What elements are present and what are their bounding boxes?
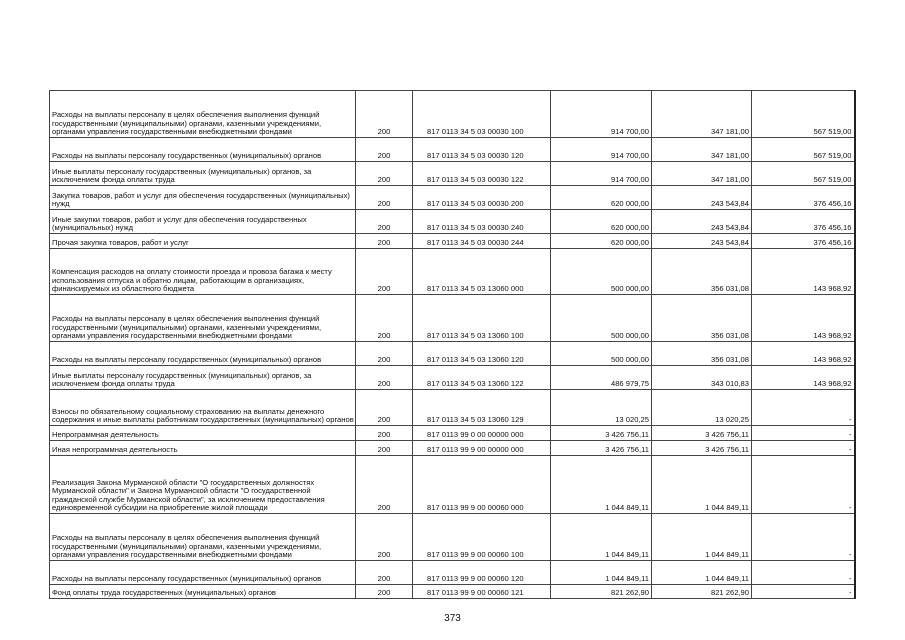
- row-code-cell: 200: [356, 366, 413, 390]
- row-kbk-cell: 817 0113 34 5 03 13060 120: [413, 342, 551, 366]
- row-exec-cell: 243 543,84: [652, 186, 752, 210]
- row-code-cell: 200: [356, 456, 413, 514]
- row-exec-cell: 821 262,90: [652, 585, 752, 599]
- row-rest-cell: 376 456,16: [752, 210, 855, 234]
- row-exec-cell: 243 543,84: [652, 234, 752, 249]
- row-name-cell: Закупка товаров, работ и услуг для обеспечения государственных (муниципальных) нужд: [50, 186, 356, 210]
- table-row: [50, 295, 855, 342]
- row-exec-cell: 13 020,25: [652, 390, 752, 426]
- row-code-cell: 200: [356, 342, 413, 366]
- row-kbk-cell: 817 0113 34 5 03 00030 240: [413, 210, 551, 234]
- row-rest-cell: 143 968,92: [752, 295, 855, 342]
- row-kbk-cell: 817 0113 99 9 00 00060 100: [413, 514, 551, 561]
- row-kbk-cell: 817 0113 99 9 00 00060 000: [413, 456, 551, 514]
- table-row: [50, 441, 855, 456]
- row-kbk-cell: 817 0113 34 5 03 00030 122: [413, 162, 551, 186]
- row-exec-cell: 347 181,00: [652, 91, 752, 138]
- row-rest-cell: 567 519,00: [752, 91, 855, 138]
- row-rest-cell: 567 519,00: [752, 162, 855, 186]
- row-code-cell: 200: [356, 585, 413, 599]
- row-exec-cell: 1 044 849,11: [652, 456, 752, 514]
- row-plan-cell: 821 262,90: [551, 585, 652, 599]
- row-plan-cell: 914 700,00: [551, 162, 652, 186]
- row-code-cell: 200: [356, 514, 413, 561]
- row-plan-cell: 1 044 849,11: [551, 561, 652, 585]
- row-name-cell: Расходы на выплаты персоналу государственных (муниципальных) органов: [50, 342, 356, 366]
- row-code-cell: 200: [356, 249, 413, 295]
- row-name-cell: Расходы на выплаты персоналу в целях обеспечения выполнения функций государственными (муниципальными) органами, казенными учреждениями, органами управления государственными внебюджетными фондами: [50, 295, 356, 342]
- row-rest-cell: 567 519,00: [752, 138, 855, 162]
- row-code-cell: 200: [356, 91, 413, 138]
- table-row: [50, 249, 855, 295]
- row-plan-cell: 620 000,00: [551, 186, 652, 210]
- row-rest-cell: -: [752, 441, 855, 456]
- row-kbk-cell: 817 0113 34 5 03 00030 200: [413, 186, 551, 210]
- row-plan-cell: 1 044 849,11: [551, 514, 652, 561]
- row-code-cell: 200: [356, 162, 413, 186]
- budget-table-body: [50, 91, 855, 599]
- row-exec-cell: 1 044 849,11: [652, 514, 752, 561]
- row-plan-cell: 914 700,00: [551, 138, 652, 162]
- row-name-cell: Иная непрограммная деятельность: [50, 441, 356, 456]
- row-name-cell: Прочая закупка товаров, работ и услуг: [50, 234, 356, 249]
- row-exec-cell: 1 044 849,11: [652, 561, 752, 585]
- row-code-cell: 200: [356, 426, 413, 441]
- table-row: [50, 561, 855, 585]
- row-plan-cell: 3 426 756,11: [551, 426, 652, 441]
- table-row: [50, 162, 855, 186]
- row-name-cell: Иные выплаты персоналу государственных (муниципальных) органов, за исключением фонда оплаты труда: [50, 366, 356, 390]
- row-name-cell: Расходы на выплаты персоналу государственных (муниципальных) органов: [50, 138, 356, 162]
- table-row: [50, 390, 855, 426]
- row-rest-cell: 376 456,16: [752, 186, 855, 210]
- row-exec-cell: 356 031,08: [652, 295, 752, 342]
- row-code-cell: 200: [356, 390, 413, 426]
- table-row: [50, 342, 855, 366]
- row-plan-cell: 486 979,75: [551, 366, 652, 390]
- row-plan-cell: 1 044 849,11: [551, 456, 652, 514]
- row-name-cell: Компенсация расходов на оплату стоимости проезда и провоза багажа к месту использования отпуска и обратно лицам, работающим в организациях, финансируемых из областного бюджета: [50, 249, 356, 295]
- row-kbk-cell: 817 0113 99 9 00 00060 120: [413, 561, 551, 585]
- row-exec-cell: 3 426 756,11: [652, 441, 752, 456]
- row-rest-cell: 143 968,92: [752, 366, 855, 390]
- row-rest-cell: -: [752, 390, 855, 426]
- row-rest-cell: -: [752, 585, 855, 599]
- row-kbk-cell: 817 0113 34 5 03 00030 100: [413, 91, 551, 138]
- row-exec-cell: 347 181,00: [652, 138, 752, 162]
- row-rest-cell: 143 968,92: [752, 249, 855, 295]
- row-plan-cell: 914 700,00: [551, 91, 652, 138]
- row-rest-cell: -: [752, 426, 855, 441]
- table-row: [50, 456, 855, 514]
- row-name-cell: Взносы по обязательному социальному страхованию на выплаты денежного содержания и иные выплаты работникам государственных (муниципальных) органов: [50, 390, 356, 426]
- table-row: [50, 426, 855, 441]
- row-exec-cell: 356 031,08: [652, 342, 752, 366]
- table-row: [50, 366, 855, 390]
- row-plan-cell: 620 000,00: [551, 234, 652, 249]
- table-row: [50, 234, 855, 249]
- row-name-cell: Непрограммная деятельность: [50, 426, 356, 441]
- row-kbk-cell: 817 0113 99 9 00 00060 121: [413, 585, 551, 599]
- row-kbk-cell: 817 0113 34 5 03 13060 000: [413, 249, 551, 295]
- row-rest-cell: -: [752, 456, 855, 514]
- row-code-cell: 200: [356, 234, 413, 249]
- row-rest-cell: 143 968,92: [752, 342, 855, 366]
- row-name-cell: Реализация Закона Мурманской области "О государственных должностях Мурманской области" и Закона Мурманской области "О государственной гражданской службе Мурманской области", за исключением предоставления единовременной субсидии на приобретение жилой площади: [50, 456, 356, 514]
- row-name-cell: Расходы на выплаты персоналу в целях обеспечения выполнения функций государственными (муниципальными) органами, казенными учреждениями, органами управления государственными внебюджетными фондами: [50, 514, 356, 561]
- table-row: [50, 186, 855, 210]
- row-name-cell: Фонд оплаты труда государственных (муниципальных) органов: [50, 585, 356, 599]
- page-number: 373: [444, 613, 461, 624]
- row-kbk-cell: 817 0113 99 9 00 00000 000: [413, 441, 551, 456]
- row-name-cell: Иные выплаты персоналу государственных (муниципальных) органов, за исключением фонда оплаты труда: [50, 162, 356, 186]
- table-row: [50, 138, 855, 162]
- row-code-cell: 200: [356, 210, 413, 234]
- table-row: [50, 585, 855, 599]
- row-plan-cell: 620 000,00: [551, 210, 652, 234]
- row-rest-cell: -: [752, 561, 855, 585]
- row-exec-cell: 3 426 756,11: [652, 426, 752, 441]
- row-code-cell: 200: [356, 441, 413, 456]
- table-row: [50, 91, 855, 138]
- row-name-cell: Иные закупки товаров, работ и услуг для обеспечения государственных (муниципальных) нужд: [50, 210, 356, 234]
- row-kbk-cell: 817 0113 34 5 03 00030 244: [413, 234, 551, 249]
- row-rest-cell: 376 456,16: [752, 234, 855, 249]
- row-plan-cell: 13 020,25: [551, 390, 652, 426]
- row-code-cell: 200: [356, 138, 413, 162]
- row-exec-cell: 347 181,00: [652, 162, 752, 186]
- row-code-cell: 200: [356, 295, 413, 342]
- row-name-cell: Расходы на выплаты персоналу в целях обеспечения выполнения функций государственными (муниципальными) органами, казенными учреждениями, органами управления государственными внебюджетными фондами: [50, 91, 356, 138]
- row-rest-cell: -: [752, 514, 855, 561]
- row-exec-cell: 356 031,08: [652, 249, 752, 295]
- row-plan-cell: 500 000,00: [551, 249, 652, 295]
- row-code-cell: 200: [356, 561, 413, 585]
- budget-table: [49, 90, 856, 599]
- table-row: [50, 514, 855, 561]
- row-code-cell: 200: [356, 186, 413, 210]
- row-kbk-cell: 817 0113 99 0 00 00000 000: [413, 426, 551, 441]
- table-row: [50, 210, 855, 234]
- row-exec-cell: 343 010,83: [652, 366, 752, 390]
- row-exec-cell: 243 543,84: [652, 210, 752, 234]
- row-plan-cell: 3 426 756,11: [551, 441, 652, 456]
- row-name-cell: Расходы на выплаты персоналу государственных (муниципальных) органов: [50, 561, 356, 585]
- row-plan-cell: 500 000,00: [551, 295, 652, 342]
- row-kbk-cell: 817 0113 34 5 03 13060 129: [413, 390, 551, 426]
- row-kbk-cell: 817 0113 34 5 03 00030 120: [413, 138, 551, 162]
- row-kbk-cell: 817 0113 34 5 03 13060 122: [413, 366, 551, 390]
- row-kbk-cell: 817 0113 34 5 03 13060 100: [413, 295, 551, 342]
- row-plan-cell: 500 000,00: [551, 342, 652, 366]
